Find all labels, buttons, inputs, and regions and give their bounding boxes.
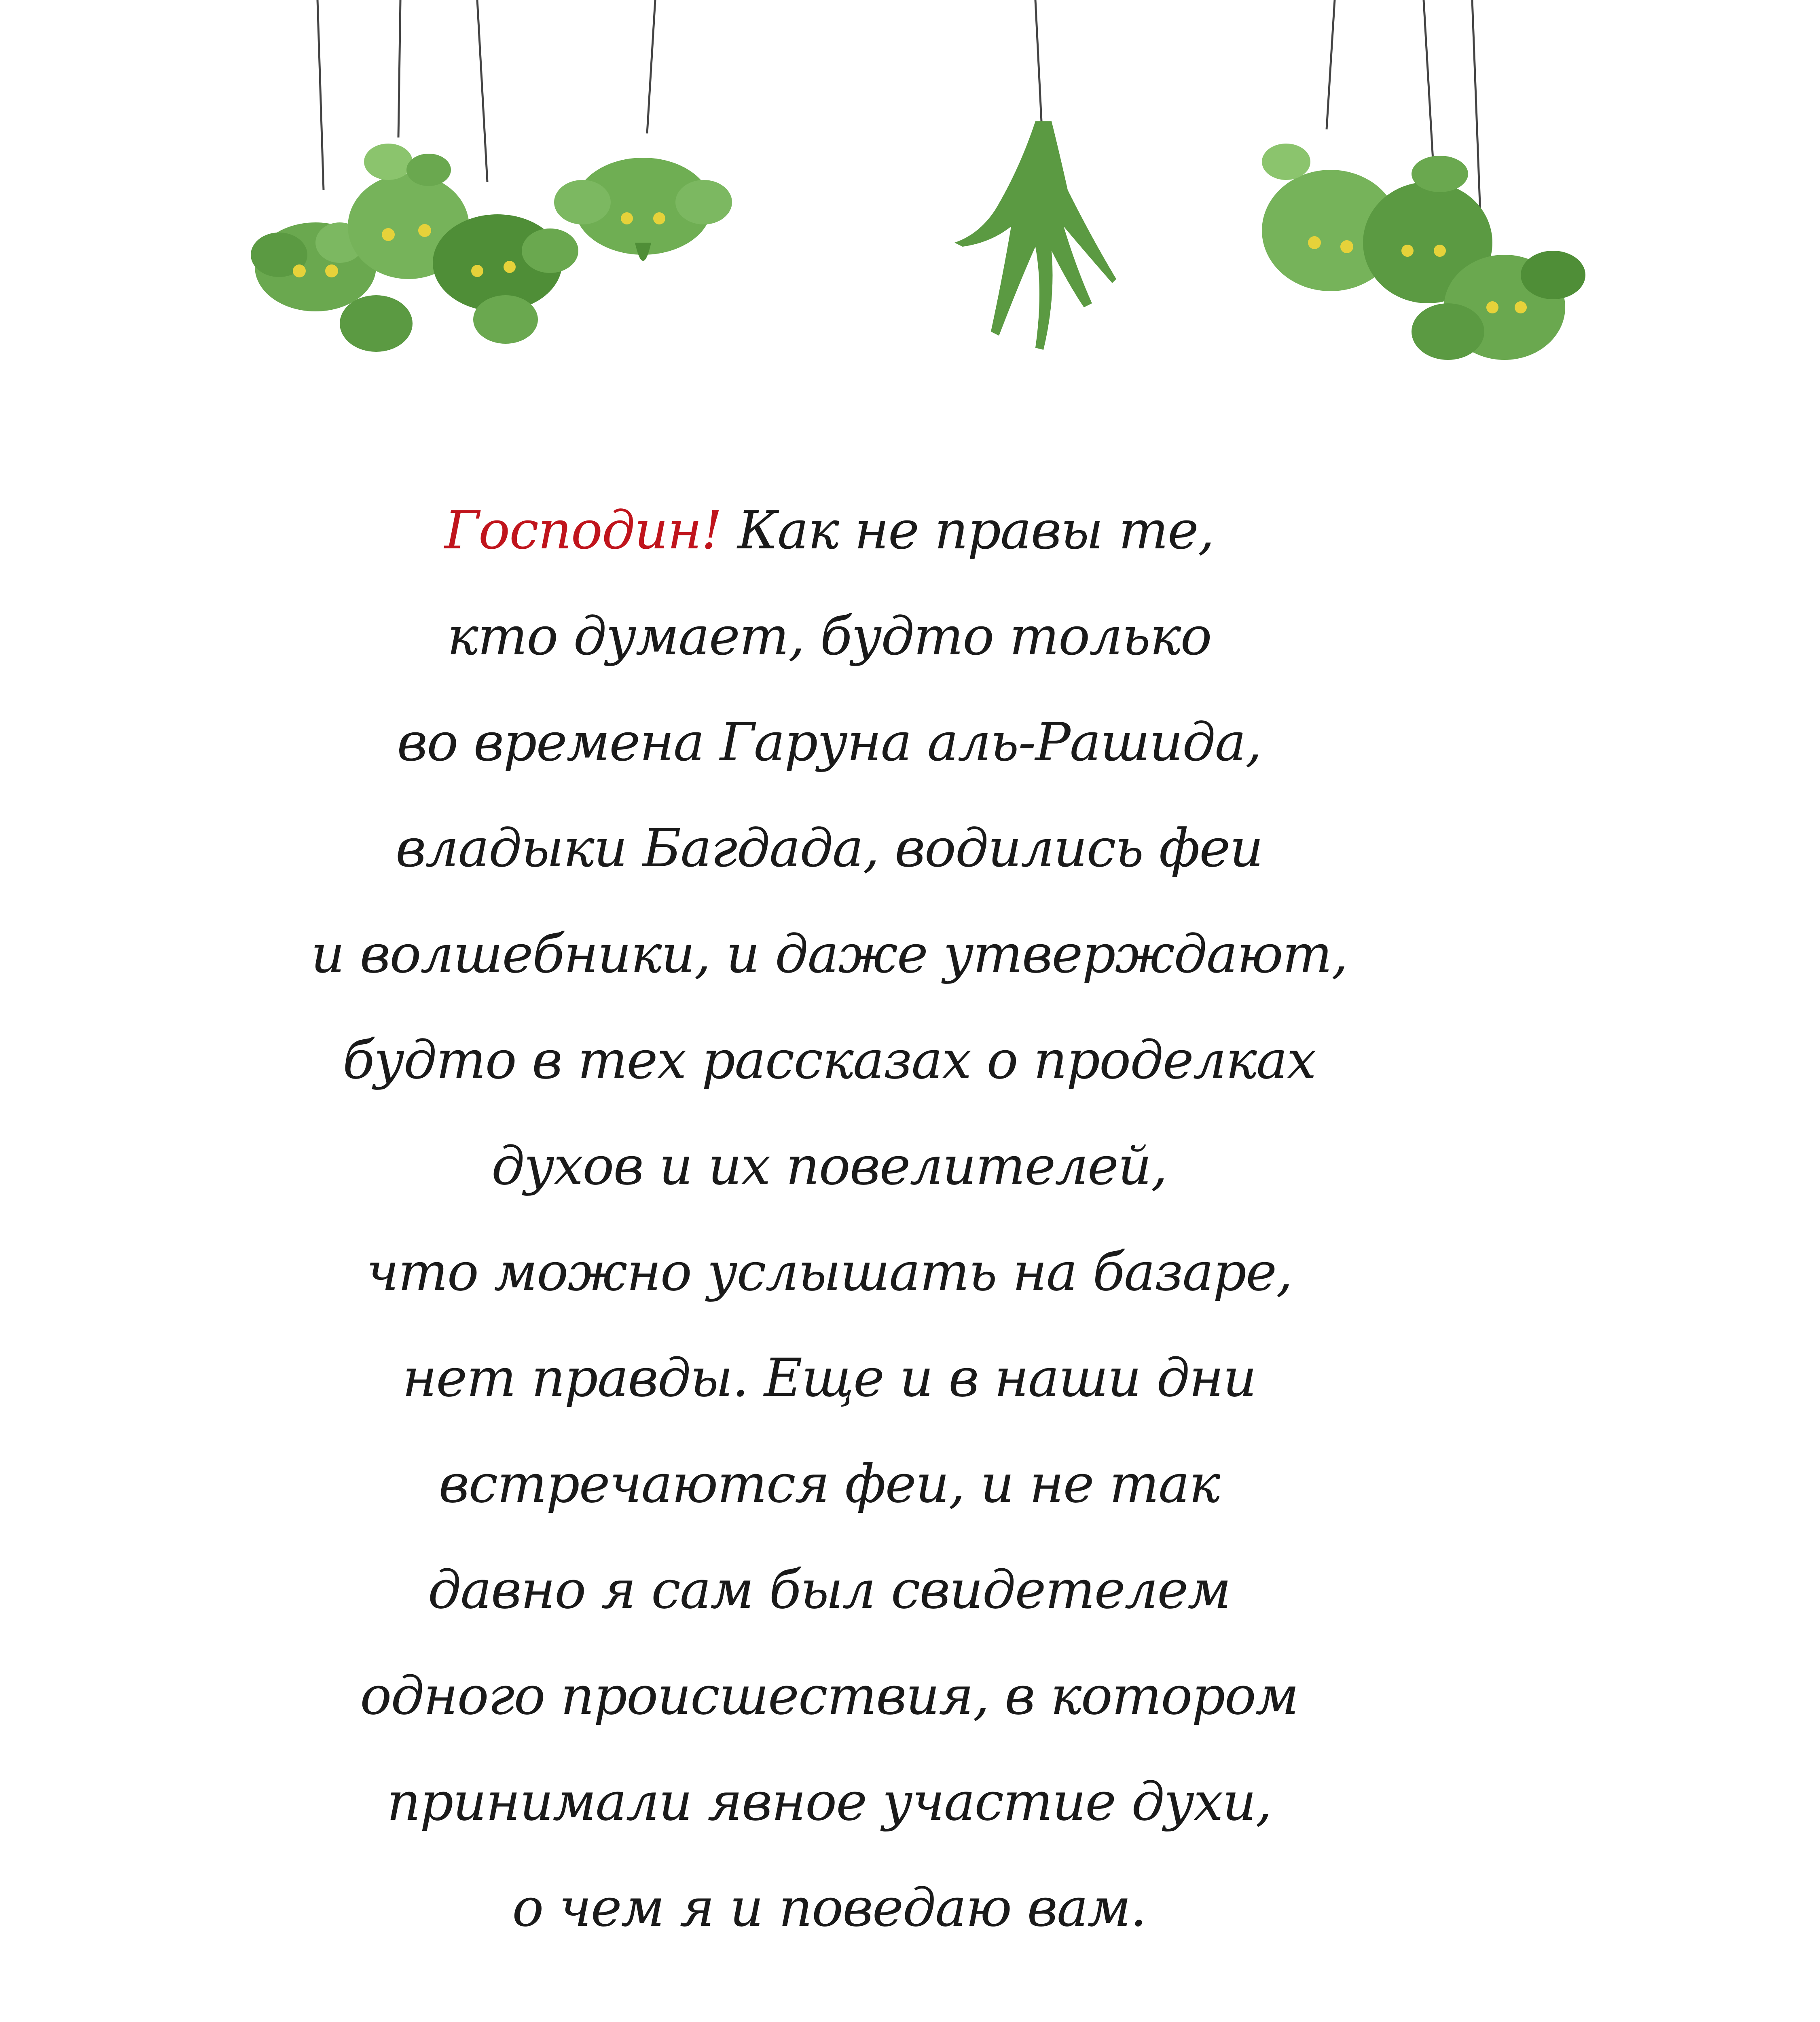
- text-line: давно я сам был свидетелем: [427, 1559, 1231, 1620]
- text-line: духов и их повелителей,: [491, 1135, 1167, 1197]
- story-text: [283, 477, 1375, 1961]
- goblin-head-icon: [554, 158, 732, 261]
- text-line: что можно услышать на базаре,: [366, 1241, 1292, 1303]
- hanging-goblins-illustration: [0, 0, 1820, 404]
- text-line: о чем я и поведаю вам.: [512, 1877, 1146, 1938]
- text-line: встречаются феи, и не так: [438, 1453, 1220, 1514]
- text-line: принимали явное участие духи,: [387, 1771, 1272, 1832]
- text-line: одного происшествия, в котором: [360, 1665, 1298, 1726]
- text-line: и волшебники, и даже утверждают,: [311, 923, 1348, 985]
- first-line-rest: Как не правы те,: [722, 499, 1214, 561]
- text-line: будто в тех рассказах о проделках: [343, 1029, 1316, 1091]
- claw-hand-icon: [954, 121, 1116, 350]
- text-line: владыки Багдада, водились феи: [396, 817, 1263, 879]
- accent-word: Господин!: [444, 499, 722, 561]
- goblin-head-icon: [433, 214, 578, 344]
- text-line: кто думает, будто только: [447, 605, 1211, 667]
- text-line: нет правды. Еще и в наши дни: [402, 1347, 1256, 1409]
- text-line-1: [283, 477, 1375, 583]
- text-line: во времена Гаруна аль-Рашида,: [397, 711, 1261, 773]
